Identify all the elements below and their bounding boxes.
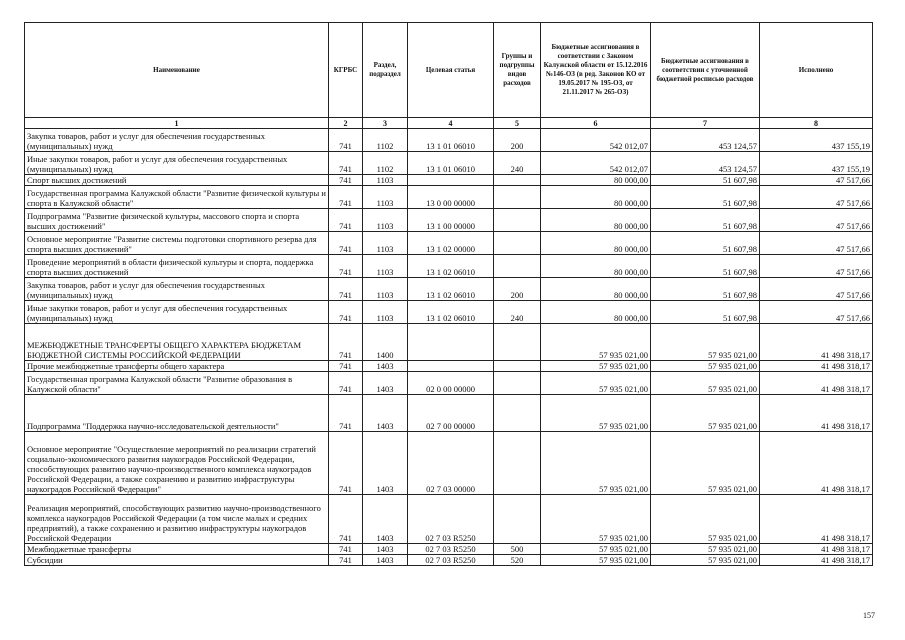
row-name: Подпрограмма "Поддержка научно-исследовательской деятельности" [25,395,329,432]
row-name: Основное мероприятие "Осуществление мероприятий по реализации стратегий социально-экономического развития наукоградов Российской Федерации, способствующих развитию научно-производственного комплекса наукоградов Российской Федерации, а также сохранению и развитию инфраструктуры наукоградов Российской Федерации" [25,432,329,495]
row-budget-refined: 453 124,57 [651,129,760,152]
row-budget-refined: 57 935 021,00 [651,395,760,432]
row-section: 1103 [363,232,408,255]
row-group [494,432,541,495]
row-budget-law: 80 000,00 [541,209,651,232]
header-kgrbs: КГРБС [329,23,363,118]
table-row [25,129,873,152]
row-target: 02 7 03 R5250 [408,555,494,566]
col-number: 5 [494,118,541,129]
row-kgrbs: 741 [329,372,363,395]
table-row [25,175,873,186]
row-kgrbs: 741 [329,395,363,432]
row-executed: 41 498 318,17 [760,432,873,495]
row-section: 1403 [363,555,408,566]
row-budget-law: 80 000,00 [541,232,651,255]
row-budget-law: 57 935 021,00 [541,361,651,372]
row-executed: 47 517,66 [760,175,873,186]
row-group [494,186,541,209]
row-executed: 41 498 318,17 [760,544,873,555]
row-budget-refined: 51 607,98 [651,278,760,301]
row-section: 1403 [363,395,408,432]
row-target: 02 7 00 00000 [408,395,494,432]
row-budget-law: 57 935 021,00 [541,395,651,432]
header-target: Целевая статья [408,23,494,118]
row-group: 520 [494,555,541,566]
row-target: 02 0 00 00000 [408,372,494,395]
row-executed: 47 517,66 [760,301,873,324]
row-executed: 437 155,19 [760,152,873,175]
row-target: 13 1 02 06010 [408,301,494,324]
row-executed: 47 517,66 [760,278,873,301]
row-budget-refined: 57 935 021,00 [651,432,760,495]
page-number: 157 [863,611,875,620]
row-group: 200 [494,278,541,301]
row-section: 1400 [363,324,408,361]
column-number-row [25,118,873,129]
row-group [494,372,541,395]
row-name: Прочие межбюджетные трансферты общего характера [25,361,329,372]
row-kgrbs: 741 [329,129,363,152]
col-number: 7 [651,118,760,129]
row-group [494,175,541,186]
row-name: Подпрограмма "Развитие физической культуры, массового спорта и спорта высших достижений" [25,209,329,232]
row-name: Закупка товаров, работ и услуг для обеспечения государственных (муниципальных) нужд [25,278,329,301]
row-budget-refined: 51 607,98 [651,301,760,324]
row-target [408,324,494,361]
row-executed: 47 517,66 [760,209,873,232]
row-name: Государственная программа Калужской области "Развитие физической культуры и спорта в Калужской области" [25,186,329,209]
row-target [408,175,494,186]
row-name: Закупка товаров, работ и услуг для обеспечения государственных (муниципальных) нужд [25,129,329,152]
row-budget-law: 57 935 021,00 [541,372,651,395]
row-target: 13 1 01 06010 [408,152,494,175]
row-group: 200 [494,129,541,152]
row-group [494,255,541,278]
row-executed: 437 155,19 [760,129,873,152]
row-executed: 47 517,66 [760,232,873,255]
budget-table [24,22,873,566]
row-section: 1103 [363,209,408,232]
row-name: Иные закупки товаров, работ и услуг для обеспечения государственных (муниципальных) нужд [25,152,329,175]
row-target: 13 1 00 00000 [408,209,494,232]
row-target: 13 1 02 06010 [408,278,494,301]
row-group [494,209,541,232]
row-name: Спорт высших достижений [25,175,329,186]
col-number: 6 [541,118,651,129]
header-budget-refined: Бюджетные ассигнования в соответствии с уточненной бюджетной росписью расходов [651,23,760,118]
row-group [494,361,541,372]
row-kgrbs: 741 [329,255,363,278]
table-row [25,209,873,232]
row-group: 500 [494,544,541,555]
table-row [25,495,873,544]
row-budget-law: 57 935 021,00 [541,324,651,361]
table-row [25,152,873,175]
row-group [494,232,541,255]
row-section: 1403 [363,495,408,544]
table-row [25,432,873,495]
row-name: Межбюджетные трансферты [25,544,329,555]
row-budget-law: 57 935 021,00 [541,432,651,495]
table-row [25,544,873,555]
row-kgrbs: 741 [329,209,363,232]
col-number: 4 [408,118,494,129]
row-executed: 41 498 318,17 [760,495,873,544]
row-target: 13 1 01 06010 [408,129,494,152]
row-executed: 41 498 318,17 [760,395,873,432]
row-group: 240 [494,152,541,175]
row-name: Государственная программа Калужской области "Развитие образования в Калужской области" [25,372,329,395]
header-groups: Группы и подгруппы видов расходов [494,23,541,118]
table-row [25,372,873,395]
table-row [25,278,873,301]
row-kgrbs: 741 [329,495,363,544]
row-section: 1103 [363,278,408,301]
row-target: 02 7 03 00000 [408,432,494,495]
row-section: 1403 [363,361,408,372]
row-executed: 41 498 318,17 [760,555,873,566]
row-group [494,395,541,432]
row-section: 1403 [363,432,408,495]
row-kgrbs: 741 [329,186,363,209]
row-name: Субсидии [25,555,329,566]
row-kgrbs: 741 [329,361,363,372]
header-budget-law: Бюджетные ассигнования в соответствии с Законом Калужской области от 15.12.2016 №146-ОЗ (в ред. Законов КО от 19.05.2017 № 195-ОЗ, от 21.11.2017 № 265-ОЗ) [541,23,651,118]
col-number: 2 [329,118,363,129]
row-kgrbs: 741 [329,175,363,186]
row-name: Проведение мероприятий в области физической культуры и спорта, поддержка спорта высших достижений [25,255,329,278]
row-budget-law: 57 935 021,00 [541,495,651,544]
col-number: 1 [25,118,329,129]
row-target: 13 0 00 00000 [408,186,494,209]
row-kgrbs: 741 [329,324,363,361]
row-executed: 47 517,66 [760,255,873,278]
table-row [25,555,873,566]
row-budget-refined: 57 935 021,00 [651,361,760,372]
row-section: 1103 [363,175,408,186]
table-row [25,232,873,255]
row-budget-law: 80 000,00 [541,186,651,209]
row-target: 13 1 02 00000 [408,232,494,255]
row-name: МЕЖБЮДЖЕТНЫЕ ТРАНСФЕРТЫ ОБЩЕГО ХАРАКТЕРА БЮДЖЕТАМ БЮДЖЕТНОЙ СИСТЕМЫ РОССИЙСКОЙ ФЕДЕРАЦИИ [25,324,329,361]
row-target: 02 7 03 R5250 [408,544,494,555]
row-section: 1403 [363,544,408,555]
row-budget-law: 57 935 021,00 [541,544,651,555]
row-budget-refined: 453 124,57 [651,152,760,175]
table-row [25,186,873,209]
row-budget-law: 542 012,07 [541,152,651,175]
row-budget-refined: 51 607,98 [651,209,760,232]
header-executed: Исполнено [760,23,873,118]
row-budget-refined: 57 935 021,00 [651,544,760,555]
row-budget-refined: 51 607,98 [651,186,760,209]
row-budget-law: 57 935 021,00 [541,555,651,566]
row-budget-refined: 57 935 021,00 [651,324,760,361]
row-budget-law: 80 000,00 [541,301,651,324]
row-budget-law: 80 000,00 [541,175,651,186]
row-target: 02 7 03 R5250 [408,495,494,544]
row-section: 1103 [363,301,408,324]
table-row [25,255,873,278]
header-row [25,23,873,118]
row-executed: 47 517,66 [760,186,873,209]
row-budget-law: 542 012,07 [541,129,651,152]
row-budget-refined: 57 935 021,00 [651,372,760,395]
row-budget-refined: 51 607,98 [651,255,760,278]
row-group [494,495,541,544]
table-row [25,301,873,324]
row-kgrbs: 741 [329,152,363,175]
row-kgrbs: 741 [329,278,363,301]
row-budget-refined: 57 935 021,00 [651,495,760,544]
row-budget-refined: 57 935 021,00 [651,555,760,566]
col-number: 8 [760,118,873,129]
row-group [494,324,541,361]
row-budget-law: 80 000,00 [541,255,651,278]
row-kgrbs: 741 [329,301,363,324]
row-section: 1103 [363,255,408,278]
table-row [25,324,873,361]
row-group: 240 [494,301,541,324]
col-number: 3 [363,118,408,129]
table-row [25,395,873,432]
row-name: Основное мероприятие "Развитие системы подготовки спортивного резерва для спорта высших достижений" [25,232,329,255]
row-kgrbs: 741 [329,555,363,566]
row-executed: 41 498 318,17 [760,372,873,395]
row-name: Иные закупки товаров, работ и услуг для обеспечения государственных (муниципальных) нужд [25,301,329,324]
header-name: Наименование [25,23,329,118]
header-section: Раздел, подраздел [363,23,408,118]
table-row [25,361,873,372]
row-section: 1102 [363,129,408,152]
row-section: 1103 [363,186,408,209]
table-body [25,129,873,566]
row-budget-law: 80 000,00 [541,278,651,301]
row-kgrbs: 741 [329,432,363,495]
row-target: 13 1 02 06010 [408,255,494,278]
row-executed: 41 498 318,17 [760,324,873,361]
row-section: 1403 [363,372,408,395]
row-budget-refined: 51 607,98 [651,175,760,186]
row-executed: 41 498 318,17 [760,361,873,372]
row-target [408,361,494,372]
row-kgrbs: 741 [329,232,363,255]
row-kgrbs: 741 [329,544,363,555]
row-budget-refined: 51 607,98 [651,232,760,255]
row-name: Реализация мероприятий, способствующих развитию научно-производственного комплекса наукоградов Российской Федерации (а том числе малых и средних предприятий), а также сохранению и развитию инфраструктуры наукоградов Российской Федерации [25,495,329,544]
row-section: 1102 [363,152,408,175]
